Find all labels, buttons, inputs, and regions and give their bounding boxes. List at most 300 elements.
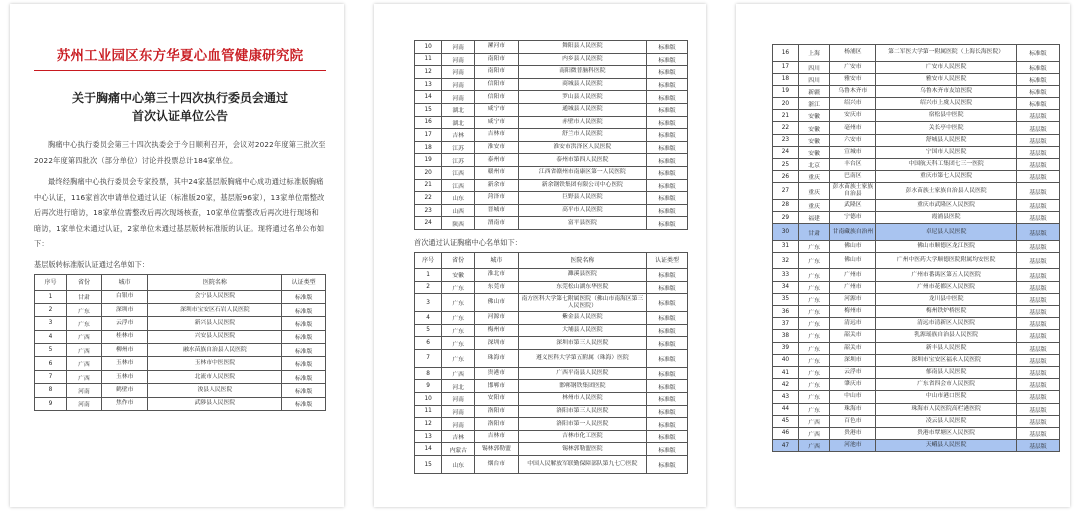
hospital-name: 舞阳县人民医院	[518, 41, 646, 54]
city: 深圳市	[475, 337, 519, 350]
certification-type: 标准版	[647, 349, 688, 367]
hospital-name: 深圳市宝安区福永人民医院	[876, 354, 1017, 366]
certification-type: 标准版	[1016, 61, 1059, 73]
province: 北京	[798, 159, 830, 171]
city: 渭南市	[475, 217, 519, 230]
hospital-name: 深圳市第三人民医院	[518, 337, 646, 350]
row-number: 44	[773, 403, 799, 415]
row-number: 25	[773, 159, 799, 171]
city: 东莞市	[475, 281, 519, 294]
certification-type: 标准版	[647, 312, 688, 325]
province: 山东	[442, 456, 475, 474]
table-row	[415, 456, 688, 474]
province: 广东	[798, 330, 830, 342]
province: 广东	[798, 354, 830, 366]
table-row	[773, 73, 1060, 85]
hospital-name: 重庆市第七人民医院	[876, 171, 1017, 183]
city: 佛山市	[830, 252, 876, 269]
certification-type: 标准版	[647, 78, 688, 91]
certification-type: 基层版	[1016, 134, 1059, 146]
table-row	[35, 290, 326, 303]
row-number: 23	[415, 204, 442, 217]
hospital-name: 珠海市人民医院高栏港医院	[876, 403, 1017, 415]
hospital-name: 梅州铁炉桥医院	[876, 306, 1017, 318]
table-row	[773, 391, 1060, 403]
row-number: 28	[773, 199, 799, 211]
certification-type: 标准版	[647, 91, 688, 104]
city: 河源市	[830, 293, 876, 305]
city: 广州市	[830, 269, 876, 281]
hospital-name: 关长亭中医院	[876, 122, 1017, 134]
table-row	[415, 281, 688, 294]
certification-type: 基层版	[1016, 318, 1059, 330]
table-row	[773, 415, 1060, 427]
hospital-name: 淮安市洪泽区人民医院	[518, 141, 646, 154]
province: 广东	[798, 281, 830, 293]
province: 广东	[798, 403, 830, 415]
row-number: 22	[773, 122, 799, 134]
certification-type: 标准版	[282, 370, 326, 383]
row-number: 41	[773, 366, 799, 378]
row-number: 32	[773, 252, 799, 269]
certification-type: 基层版	[1016, 224, 1059, 241]
row-number: 8	[35, 384, 67, 397]
certification-type: 基层版	[1016, 354, 1059, 366]
row-number: 16	[773, 45, 799, 62]
city: 贵港市	[475, 367, 519, 380]
hospital-name: 贵港市覃塘区人民医院	[876, 427, 1017, 439]
table-row	[773, 318, 1060, 330]
province: 广东	[442, 281, 475, 294]
hospital-name: 南阳微普脑科医院	[518, 66, 646, 79]
certification-type: 基层版	[1016, 391, 1059, 403]
table-row	[415, 66, 688, 79]
row-number: 19	[415, 154, 442, 167]
city: 宁德市	[830, 212, 876, 224]
hospital-name: 第二军医大学第一附属医院（上海长海医院）	[876, 45, 1017, 62]
province: 安徽	[798, 110, 830, 122]
row-number: 22	[415, 192, 442, 205]
certification-type: 基层版	[1016, 252, 1059, 269]
table-row	[773, 85, 1060, 97]
table-row	[415, 337, 688, 350]
table-row	[773, 134, 1060, 146]
city: 梅州市	[830, 306, 876, 318]
city: 佛山市	[830, 240, 876, 252]
city: 玉林市	[101, 357, 148, 370]
hospital-name: 龙川县中医院	[876, 293, 1017, 305]
row-number: 26	[773, 171, 799, 183]
column-header: 省份	[442, 252, 475, 268]
hospital-name: 大埔县人民医院	[518, 324, 646, 337]
table-row	[773, 354, 1060, 366]
city: 锡林郭勒盟	[475, 443, 519, 456]
hospital-name: 商城县人民医院	[518, 78, 646, 91]
hospital-name: 宿松县中医院	[876, 110, 1017, 122]
row-number: 47	[773, 440, 799, 452]
certification-type: 标准版	[282, 317, 326, 330]
table-row	[773, 342, 1060, 354]
table-row	[415, 312, 688, 325]
province: 河南	[442, 405, 475, 418]
table-row	[773, 306, 1060, 318]
province: 福建	[798, 212, 830, 224]
row-number: 12	[415, 418, 442, 431]
row-number: 9	[415, 380, 442, 393]
province: 河南	[67, 397, 102, 410]
hospital-name: 天峨县人民医院	[876, 440, 1017, 452]
province: 广西	[67, 370, 102, 383]
hospital-name: 佛山市顺德区龙江医院	[876, 240, 1017, 252]
province: 湖北	[442, 103, 475, 116]
certification-type: 标准版	[282, 290, 326, 303]
row-number: 40	[773, 354, 799, 366]
city: 珠海市	[830, 403, 876, 415]
city: 新余市	[475, 179, 519, 192]
city: 乌鲁木齐市	[830, 85, 876, 97]
certification-type: 基层版	[1016, 427, 1059, 439]
province: 湖北	[442, 116, 475, 129]
hospital-name: 赤壁市人民医院	[518, 116, 646, 129]
province: 浙江	[798, 98, 830, 110]
certification-type: 标准版	[647, 129, 688, 142]
province: 广西	[798, 415, 830, 427]
certification-type: 基层版	[1016, 293, 1059, 305]
city: 泰州市	[475, 154, 519, 167]
row-number: 9	[35, 397, 67, 410]
hospital-name: 浚县人民医院	[148, 384, 282, 397]
table-row	[773, 171, 1060, 183]
table-row	[415, 443, 688, 456]
city: 深圳市	[101, 303, 148, 316]
city: 烟台市	[475, 456, 519, 474]
certification-type: 基层版	[1016, 403, 1059, 415]
hospital-name: 凌云县人民医院	[876, 415, 1017, 427]
certification-type: 标准版	[647, 116, 688, 129]
province: 新疆	[798, 85, 830, 97]
province: 广东	[798, 391, 830, 403]
city: 菏泽市	[475, 192, 519, 205]
province: 河南	[442, 53, 475, 66]
hospital-name: 兴安县人民医院	[148, 330, 282, 343]
row-number: 46	[773, 427, 799, 439]
province: 广东	[798, 240, 830, 252]
hospital-name: 宁国市人民医院	[876, 146, 1017, 158]
province: 重庆	[798, 171, 830, 183]
province: 广东	[442, 294, 475, 312]
row-number: 8	[415, 367, 442, 380]
table-row	[773, 122, 1060, 134]
table-row	[415, 78, 688, 91]
province: 广东	[442, 349, 475, 367]
certification-type: 标准版	[647, 380, 688, 393]
table-row	[773, 440, 1060, 452]
certification-type: 基层版	[1016, 379, 1059, 391]
city: 武隆区	[830, 199, 876, 211]
hospital-name: 绍兴市上虞人民医院	[876, 98, 1017, 110]
certification-type: 标准版	[647, 154, 688, 167]
certification-type: 基层版	[1016, 110, 1059, 122]
table-row	[773, 183, 1060, 200]
province: 广东	[798, 379, 830, 391]
row-number: 17	[415, 129, 442, 142]
certification-type: 基层版	[1016, 240, 1059, 252]
city: 淮北市	[475, 268, 519, 281]
city: 河源市	[475, 312, 519, 325]
hospital-name: 内乡县人民医院	[518, 53, 646, 66]
city: 清远市	[830, 318, 876, 330]
certification-type: 标准版	[647, 53, 688, 66]
table-row	[415, 179, 688, 192]
city: 梅州市	[475, 324, 519, 337]
province: 山西	[442, 204, 475, 217]
province: 河南	[442, 418, 475, 431]
certification-type: 标准版	[647, 418, 688, 431]
hospital-name: 吉林市化工医院	[518, 430, 646, 443]
city: 洛阳市	[475, 405, 519, 418]
certification-type: 基层版	[1016, 440, 1059, 452]
row-number: 29	[773, 212, 799, 224]
table-row	[415, 405, 688, 418]
province: 广西	[442, 367, 475, 380]
certification-type: 标准版	[647, 192, 688, 205]
hospital-name: 郁南县人民医院	[876, 366, 1017, 378]
certification-type: 标准版	[647, 179, 688, 192]
city: 吉林市	[475, 430, 519, 443]
hospital-name: 新丰县人民医院	[876, 342, 1017, 354]
certification-type: 基层版	[1016, 122, 1059, 134]
hospital-name: 广州市花都区人民医院	[876, 281, 1017, 293]
title-line-2: 首次认证单位公告	[131, 109, 228, 123]
city: 亳州市	[830, 122, 876, 134]
city: 南阳市	[475, 53, 519, 66]
table-row	[415, 217, 688, 230]
certification-type: 标准版	[647, 294, 688, 312]
province: 广东	[67, 303, 102, 316]
city: 韶关市	[830, 330, 876, 342]
province: 吉林	[442, 430, 475, 443]
province: 四川	[798, 73, 830, 85]
city: 丰台区	[830, 159, 876, 171]
column-header: 序号	[415, 252, 442, 268]
row-number: 10	[415, 41, 442, 54]
certification-type: 标准版	[647, 41, 688, 54]
row-number: 42	[773, 379, 799, 391]
table-row	[773, 379, 1060, 391]
table-row	[415, 129, 688, 142]
city: 柳州市	[101, 344, 148, 357]
row-number: 13	[415, 78, 442, 91]
hospital-name: 玉林市中医医院	[148, 357, 282, 370]
hospital-name: 彭水苗族土家族自治县人民医院	[876, 183, 1017, 200]
province: 江西	[442, 179, 475, 192]
city: 安阳市	[475, 393, 519, 406]
certification-type: 基层版	[1016, 330, 1059, 342]
province: 河南	[442, 66, 475, 79]
province: 广东	[798, 306, 830, 318]
province: 河北	[442, 380, 475, 393]
hospital-name: 泰州市第四人民医院	[518, 154, 646, 167]
certification-type: 标准版	[647, 393, 688, 406]
hospital-name: 新余钢铁集团有限公司中心医院	[518, 179, 646, 192]
row-number: 1	[35, 290, 67, 303]
certification-type: 标准版	[1016, 98, 1059, 110]
hospital-name: 卓尼县人民医院	[876, 224, 1017, 241]
table-row	[415, 418, 688, 431]
certification-type: 基层版	[1016, 146, 1059, 158]
table-row	[773, 61, 1060, 73]
certification-type: 标准版	[647, 141, 688, 154]
upgrade-table-continued	[414, 40, 688, 230]
certification-type: 基层版	[1016, 342, 1059, 354]
province: 广东	[798, 269, 830, 281]
city: 深圳市	[830, 354, 876, 366]
row-number: 35	[773, 293, 799, 305]
certification-type: 标准版	[647, 405, 688, 418]
province: 广西	[67, 344, 102, 357]
row-number: 1	[415, 268, 442, 281]
province: 江西	[442, 166, 475, 179]
row-number: 18	[415, 141, 442, 154]
announcement-title	[42, 89, 318, 125]
hospital-name: 霞浦县医院	[876, 212, 1017, 224]
table-row	[35, 317, 326, 330]
row-number: 7	[415, 349, 442, 367]
table-row	[415, 393, 688, 406]
province: 广西	[798, 440, 830, 452]
certification-type: 标准版	[282, 303, 326, 316]
row-number: 14	[415, 443, 442, 456]
province: 安徽	[442, 268, 475, 281]
table-row	[35, 370, 326, 383]
row-number: 5	[35, 344, 67, 357]
column-header: 城市	[101, 274, 148, 290]
table-row	[773, 427, 1060, 439]
certification-type: 标准版	[647, 456, 688, 474]
province: 广东	[442, 337, 475, 350]
city: 咸宁市	[475, 116, 519, 129]
hospital-name: 重庆市武隆区人民医院	[876, 199, 1017, 211]
province: 广东	[798, 318, 830, 330]
table-row	[35, 384, 326, 397]
province: 河南	[67, 384, 102, 397]
row-number: 34	[773, 281, 799, 293]
table-row	[773, 98, 1060, 110]
table-row	[773, 366, 1060, 378]
city: 六安市	[830, 134, 876, 146]
table-row	[773, 293, 1060, 305]
table-row	[35, 344, 326, 357]
city: 桂林市	[101, 330, 148, 343]
row-number: 15	[415, 456, 442, 474]
province: 广东	[67, 317, 102, 330]
hospital-name: 北流市人民医院	[148, 370, 282, 383]
city: 巴南区	[830, 171, 876, 183]
hospital-name: 巨野县人民医院	[518, 192, 646, 205]
table-row	[773, 110, 1060, 122]
certification-type: 基层版	[1016, 199, 1059, 211]
table-row	[35, 303, 326, 316]
hospital-name: 江西省赣州市南康区第一人民医院	[518, 166, 646, 179]
city: 南阳市	[475, 66, 519, 79]
result-paragraph: 最终经胸痛中心执行委员会专家投票，其中24家基层版胸痛中心成功通过标准版胸痛中心认证，116家首次申请单位通过认证（标准版20家，基层版96家），13家单位需整改后再次进行暗访，18家单位需整改后再次现场核查，10家单位需整改后再次进行现场和暗访，1家单位未通过认证，2家单位未通过基层版转标准版的认证。现将通过名单公布如下：	[34, 177, 325, 248]
city: 鹤壁市	[101, 384, 148, 397]
first-pass-table-continued	[772, 44, 1060, 452]
province: 安徽	[798, 146, 830, 158]
row-number: 10	[415, 393, 442, 406]
row-number: 36	[773, 306, 799, 318]
table-row	[415, 268, 688, 281]
table-row	[773, 159, 1060, 171]
hospital-name: 深圳市宝安区石岩人民医院	[148, 303, 282, 316]
hospital-name: 遵义医科大学第五附属（珠海）医院	[518, 349, 646, 367]
row-number: 5	[415, 324, 442, 337]
table-row	[415, 192, 688, 205]
hospital-name: 罗山县人民医院	[518, 91, 646, 104]
hospital-name: 中山市港口医院	[876, 391, 1017, 403]
intro-paragraph: 胸痛中心执行委员会第三十四次执委会于今日顺利召开，会议对2022年度第三批次至2022年度第四批次（部分单位）讨论并投票总计184家单位。	[34, 140, 326, 165]
upgrade-table	[34, 274, 326, 412]
hospital-name: 锡林郭勒盟医院	[518, 443, 646, 456]
table-row	[415, 430, 688, 443]
certification-type: 标准版	[282, 384, 326, 397]
province: 广东	[798, 366, 830, 378]
row-number: 30	[773, 224, 799, 241]
city: 杨浦区	[830, 45, 876, 62]
table-row	[415, 166, 688, 179]
hospital-name: 洛阳市第一人民医院	[518, 418, 646, 431]
table-row	[773, 212, 1060, 224]
province: 广东	[798, 293, 830, 305]
table-row	[415, 367, 688, 380]
hospital-name: 乳源瑶族自治县人民医院	[876, 330, 1017, 342]
city: 洛阳市	[475, 418, 519, 431]
province: 广西	[67, 330, 102, 343]
province: 河南	[442, 41, 475, 54]
certification-type: 基层版	[1016, 269, 1059, 281]
table-row	[415, 294, 688, 312]
province: 江苏	[442, 141, 475, 154]
certification-type: 标准版	[647, 103, 688, 116]
first-pass-list-caption: 首次通过认证胸痛中心名单如下：	[414, 237, 522, 247]
certification-type: 基层版	[1016, 159, 1059, 171]
certification-type: 标准版	[647, 324, 688, 337]
hospital-name: 雅安市人民医院	[876, 73, 1017, 85]
certification-type: 基层版	[1016, 306, 1059, 318]
city: 焦作市	[101, 397, 148, 410]
province: 四川	[798, 61, 830, 73]
row-number: 11	[415, 53, 442, 66]
province: 甘肃	[798, 224, 830, 241]
certification-type: 标准版	[647, 367, 688, 380]
column-header: 认证类型	[282, 274, 326, 290]
table-row	[415, 141, 688, 154]
column-header: 城市	[475, 252, 519, 268]
hospital-name: 洛阳市第三人民医院	[518, 405, 646, 418]
hospital-name: 乌鲁木齐市友谊医院	[876, 85, 1017, 97]
city: 云浮市	[830, 366, 876, 378]
row-number: 6	[415, 337, 442, 350]
certification-type: 标准版	[282, 397, 326, 410]
row-number: 20	[415, 166, 442, 179]
city: 邯郸市	[475, 380, 519, 393]
table-row	[773, 199, 1060, 211]
hospital-name: 融水苗族自治县人民医院	[148, 344, 282, 357]
certification-type: 基层版	[1016, 171, 1059, 183]
city: 佛山市	[475, 294, 519, 312]
province: 广东	[442, 324, 475, 337]
hospital-name: 紫金县人民医院	[518, 312, 646, 325]
